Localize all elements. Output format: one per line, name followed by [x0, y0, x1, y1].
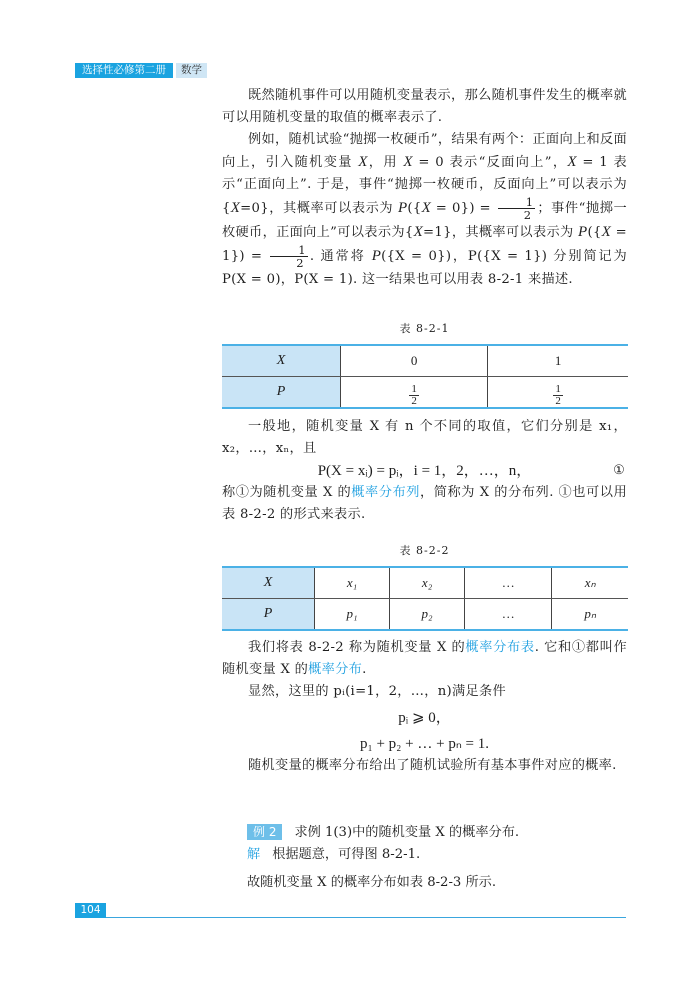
table-caption: 表 8-2-2 [399, 544, 450, 557]
subject-tag: 数学 [176, 63, 207, 78]
paragraph-coin-example: 例如，随机试验“抛掷一枚硬币”，结果有两个：正面向上和反面向上，引入随机变量 X，用 X = 0 表示“反面向上”，X = 1 表示“正面向上”. 于是，事件“抛掷一枚硬币，反面向上”可以表示为{X=0}，其概率可以表示为 P({X = 0}) = $\frac{1}{2}$ ；事件“抛掷一枚硬币，正面向上”可以表示为{X=1}，其概率可以表示为 P({X = 1}) = $\frac{1}{2}$ . 通常将 P({X = 0})，P({X = 1}) 分别简记为 P(X = 0)，P(X = 1). 这一结果也可以用表 8-2-1 来描述. [222, 132, 628, 287]
page-number: 104 [75, 903, 106, 918]
footer-rule [106, 917, 626, 918]
formula-tag: ① [613, 463, 625, 478]
table-row: P $\frac{1}{2}$ $\frac{1}{2}$ [222, 377, 628, 409]
running-header [75, 63, 207, 78]
solution-label: 解 [247, 847, 261, 862]
fraction-one-half: $\frac{1}{2}$ [270, 244, 308, 269]
general-definition-section [222, 416, 627, 526]
book-title-tag: 选择性必修第二册 [75, 63, 173, 78]
paragraph-conclusion: 随机变量的概率分布给出了随机试验所有基本事件对应的概率. [248, 758, 617, 773]
distribution-table-8-2-2 [222, 566, 628, 631]
table-8-2-2-block [222, 540, 627, 631]
example-conclusion: 故随机变量 X 的概率分布如表 8-2-3 所示. [247, 875, 497, 890]
paragraph-general: 一般地，随机变量 X 有 n 个不同的取值，它们分别是 x₁，x₂，…，xₙ，且 [222, 419, 627, 456]
paragraph-definition: 称①为随机变量 X 的概率分布列，简称为 X 的分布列. ①也可以用表 8-2-2 的形式来表示. [222, 485, 627, 522]
term-distribution-table: 概率分布表 [465, 640, 535, 655]
table-row: X 0 1 [222, 345, 628, 377]
paragraph-conditions: 显然，这里的 pᵢ(i=1，2，…，n)满足条件 [248, 684, 506, 699]
example-2-section [247, 821, 627, 894]
example-badge: 例 2 [247, 824, 282, 840]
formula-distribution: P(X = xᵢ) = pᵢ，i = 1，2，…，n， [317, 463, 532, 479]
condition-sum: p₁ + p₂ + … + pₙ = 1. [359, 736, 490, 752]
fraction-one-half: $\frac{1}{2}$ [498, 196, 536, 221]
condition-nonnegative: pᵢ ⩾ 0， [398, 710, 451, 726]
distribution-table-8-2-1 [222, 344, 628, 409]
table-8-2-1-block [222, 318, 627, 409]
table-row: X x₁ x₂ … xₙ [222, 567, 628, 599]
intro-section [222, 85, 627, 291]
paragraph-distribution-table: 我们将表 8-2-2 称为随机变量 X 的概率分布表. 它和①都叫作随机变量 X 的概率分布. [222, 640, 627, 677]
table-caption: 表 8-2-1 [399, 322, 450, 335]
paragraph-intro: 既然随机事件可以用随机变量表示，那么随机事件发生的概率就可以用随机变量的取值的概率表示了. [222, 88, 627, 125]
example-solution: 解 根据题意，可得图 8-2-1. [247, 847, 421, 862]
table-row: P p₁ p₂ … pₙ [222, 599, 628, 631]
term-distribution: 概率分布 [308, 662, 363, 677]
formula-line [222, 460, 627, 482]
example-question: 例 2 求例 1(3)中的随机变量 X 的概率分布. [247, 821, 627, 844]
term-probability-distribution-list: 概率分布列 [351, 485, 421, 500]
distribution-table-section [222, 637, 627, 777]
fraction-one-half: $\frac{1}{2}$ [411, 383, 417, 407]
fraction-one-half: $\frac{1}{2}$ [555, 383, 561, 407]
